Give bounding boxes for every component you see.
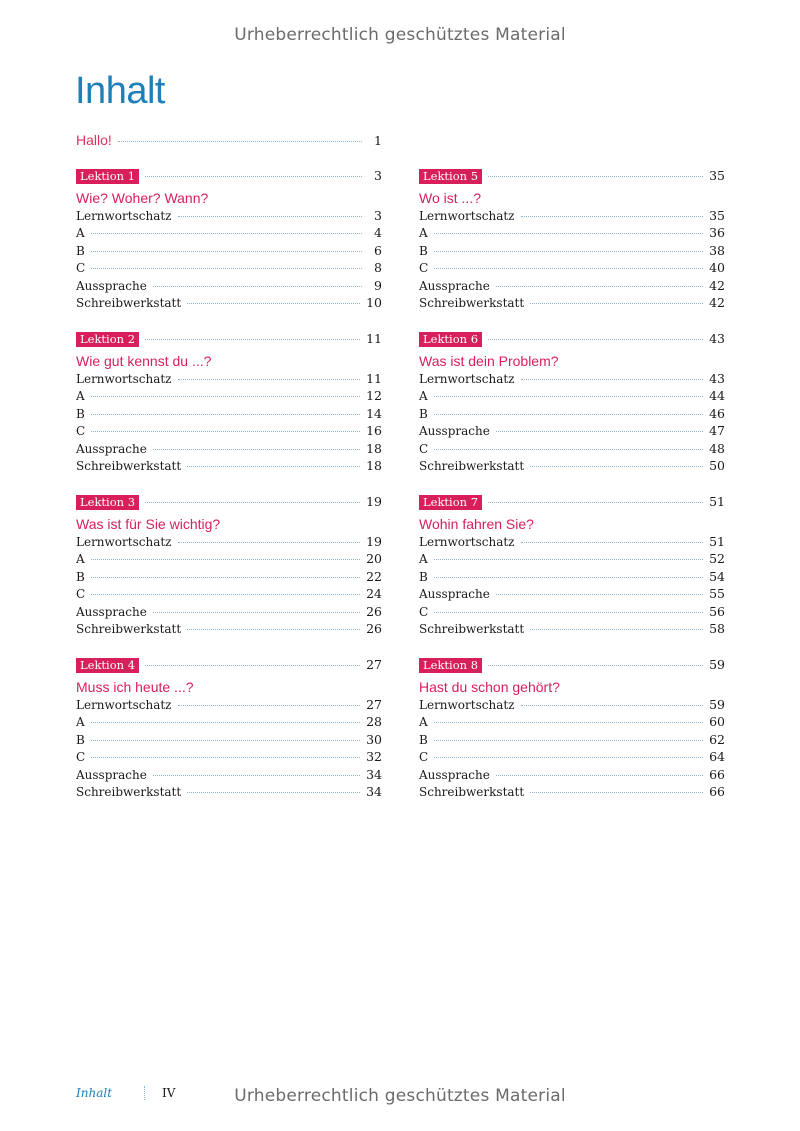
page-number: 50: [709, 457, 725, 473]
lesson-block: [419, 331, 725, 494]
lesson-badge: Lektion 6: [419, 332, 482, 347]
lesson-title[interactable]: Hast du schon gehört?: [419, 679, 560, 695]
toc-row[interactable]: [419, 371, 725, 388]
watermark-top: Urheberrechtlich geschütztes Material: [234, 25, 566, 45]
page-number: 36: [709, 225, 725, 241]
lesson-heading[interactable]: [76, 168, 382, 186]
page-number: 42: [709, 277, 725, 293]
row-label: Aussprache: [419, 767, 490, 782]
page-number: 10: [366, 294, 382, 310]
lesson-badge: Lektion 1: [76, 169, 139, 184]
dot-leader: [488, 665, 703, 666]
row-label: C: [419, 604, 429, 619]
page-number: 35: [709, 208, 725, 223]
row-label: Lernwortschatz: [419, 209, 515, 223]
dot-leader: [434, 559, 703, 560]
page-number: 51: [709, 494, 725, 509]
page-number: 18: [366, 440, 382, 456]
lesson-block: [76, 494, 382, 657]
dot-leader: [91, 233, 362, 234]
toc-row[interactable]: [419, 295, 725, 312]
page-number: 62: [709, 731, 725, 747]
page-number: 6: [374, 242, 382, 258]
page-number: 52: [709, 551, 725, 567]
dot-leader: [496, 594, 703, 595]
page-number: 26: [366, 603, 382, 619]
dot-leader: [530, 792, 703, 793]
dot-leader: [521, 705, 704, 706]
page-number: 58: [709, 620, 725, 636]
toc-row[interactable]: [419, 749, 725, 766]
page-number: 46: [709, 405, 725, 421]
toc-row[interactable]: [76, 749, 382, 766]
lesson-heading[interactable]: [419, 168, 725, 186]
dot-leader: [530, 629, 703, 630]
page-number: 60: [709, 714, 725, 730]
row-label: A: [419, 226, 428, 241]
page-number: 27: [366, 697, 382, 712]
page-number: 22: [366, 568, 382, 584]
dot-leader: [496, 286, 703, 287]
page-number: 12: [366, 388, 382, 404]
toc-row[interactable]: [419, 604, 725, 621]
dot-leader: [521, 379, 704, 380]
page-number: 32: [366, 749, 382, 765]
dot-leader: [91, 396, 360, 397]
page-number: 55: [709, 586, 725, 602]
lesson-title[interactable]: Muss ich heute ...?: [76, 679, 194, 695]
toc-row[interactable]: [76, 406, 382, 423]
page-number: 64: [709, 749, 725, 765]
dot-leader: [91, 722, 360, 723]
row-label: Lernwortschatz: [419, 698, 515, 712]
row-label: A: [419, 552, 428, 567]
toc-row[interactable]: [419, 586, 725, 603]
toc-row[interactable]: [419, 441, 725, 458]
page-number: 43: [709, 371, 725, 386]
dot-leader: [178, 705, 361, 706]
lesson-block: [76, 331, 382, 494]
toc-entry-hallo[interactable]: [76, 132, 382, 150]
dot-leader: [91, 757, 360, 758]
row-label: Schreibwerkstatt: [419, 295, 525, 310]
toc-row[interactable]: [419, 551, 725, 568]
row-label: Schreibwerkstatt: [76, 458, 182, 473]
row-label: Schreibwerkstatt: [76, 295, 182, 310]
dot-leader: [496, 775, 703, 776]
toc-row[interactable]: [76, 441, 382, 458]
lesson-title[interactable]: Was ist für Sie wichtig?: [76, 516, 221, 532]
dot-leader: [145, 176, 362, 177]
toc-row[interactable]: [419, 732, 725, 749]
page-number: 18: [366, 457, 382, 473]
row-label: Aussprache: [419, 587, 490, 602]
row-label: B: [419, 569, 428, 584]
page-number: 30: [366, 731, 382, 747]
row-label: B: [76, 406, 85, 421]
toc-row[interactable]: [76, 621, 382, 638]
page-number: 27: [366, 657, 382, 672]
lesson-title[interactable]: Wie gut kennst du ...?: [76, 353, 212, 369]
dot-leader: [530, 303, 703, 304]
lesson-heading[interactable]: [419, 331, 725, 349]
toc-row[interactable]: [76, 767, 382, 784]
row-label: A: [76, 715, 85, 730]
toc-row[interactable]: [419, 784, 725, 801]
page-number: 3: [374, 168, 382, 183]
page-number: 34: [366, 783, 382, 799]
dot-leader: [434, 414, 703, 415]
page-number: 59: [709, 697, 725, 712]
dot-leader: [187, 629, 360, 630]
lesson-block: [419, 168, 725, 331]
row-label: B: [419, 406, 428, 421]
row-label: Aussprache: [419, 424, 490, 439]
row-label: Aussprache: [76, 278, 147, 293]
dot-leader: [187, 303, 360, 304]
row-label: Aussprache: [76, 767, 147, 782]
row-label: C: [76, 587, 86, 602]
row-label: Schreibwerkstatt: [76, 784, 182, 799]
toc-row[interactable]: [76, 371, 382, 388]
page-number: 20: [366, 551, 382, 567]
page-number: 44: [709, 388, 725, 404]
row-label: B: [76, 569, 85, 584]
toc-row[interactable]: [76, 295, 382, 312]
page-number: 48: [709, 440, 725, 456]
dot-leader: [91, 577, 360, 578]
toc-row[interactable]: [419, 278, 725, 295]
dot-leader: [521, 216, 704, 217]
page-number: 9: [374, 277, 382, 293]
toc-row[interactable]: [76, 784, 382, 801]
toc-row[interactable]: [76, 569, 382, 586]
dot-leader: [91, 594, 360, 595]
toc-row[interactable]: [76, 732, 382, 749]
page-number: 40: [709, 260, 725, 276]
lesson-block: [419, 657, 725, 820]
footer-page-number: IV: [162, 1086, 176, 1100]
toc-column-left: [76, 168, 382, 820]
row-label: B: [419, 243, 428, 258]
toc-row[interactable]: [76, 388, 382, 405]
dot-leader: [496, 431, 703, 432]
toc-row[interactable]: [76, 714, 382, 731]
dot-leader: [434, 396, 703, 397]
page-number: 66: [709, 783, 725, 799]
row-label: Lernwortschatz: [419, 372, 515, 386]
dot-leader: [488, 339, 703, 340]
dot-leader: [91, 251, 362, 252]
dot-leader: [145, 502, 360, 503]
toc-row[interactable]: [419, 260, 725, 277]
hallo-label: Hallo!: [76, 132, 112, 148]
toc-row[interactable]: [419, 697, 725, 714]
lesson-heading[interactable]: [419, 494, 725, 512]
page-number: 19: [366, 494, 382, 509]
dot-leader: [434, 251, 703, 252]
row-label: Lernwortschatz: [76, 209, 172, 223]
dot-leader: [187, 466, 360, 467]
page-number: 43: [709, 331, 725, 346]
page-number: 56: [709, 603, 725, 619]
toc-row[interactable]: [76, 551, 382, 568]
dot-leader: [187, 792, 360, 793]
dot-leader: [434, 612, 703, 613]
page-number: 54: [709, 568, 725, 584]
toc-row[interactable]: [76, 260, 382, 277]
toc-row[interactable]: [76, 604, 382, 621]
toc-row[interactable]: [419, 569, 725, 586]
lesson-heading[interactable]: [76, 657, 382, 675]
dot-leader: [91, 414, 360, 415]
page-number: 16: [366, 423, 382, 439]
lesson-badge: Lektion 5: [419, 169, 482, 184]
dot-leader: [521, 542, 704, 543]
row-label: Aussprache: [76, 441, 147, 456]
toc-row[interactable]: [419, 243, 725, 260]
dot-leader: [153, 775, 360, 776]
page-number: 42: [709, 294, 725, 310]
page-number: 11: [366, 371, 382, 386]
dot-leader: [91, 559, 360, 560]
page-number: 3: [374, 208, 382, 223]
lesson-badge: Lektion 2: [76, 332, 139, 347]
dot-leader: [153, 286, 362, 287]
page-number: 47: [709, 423, 725, 439]
toc-row[interactable]: [76, 458, 382, 475]
row-label: C: [76, 750, 86, 765]
page-number: 4: [374, 225, 382, 241]
watermark-bottom: Urheberrechtlich geschütztes Material: [234, 1086, 566, 1106]
dot-leader: [91, 268, 362, 269]
row-label: Lernwortschatz: [76, 372, 172, 386]
page-number: 11: [366, 331, 382, 346]
toc-row[interactable]: [76, 225, 382, 242]
row-label: Lernwortschatz: [76, 698, 172, 712]
row-label: B: [76, 243, 85, 258]
lesson-badge: Lektion 7: [419, 495, 482, 510]
toc-row[interactable]: [76, 243, 382, 260]
row-label: Schreibwerkstatt: [419, 784, 525, 799]
page-number: 14: [366, 405, 382, 421]
dot-leader: [118, 141, 362, 142]
dot-leader: [434, 740, 703, 741]
row-label: Aussprache: [419, 278, 490, 293]
lesson-heading[interactable]: [76, 494, 382, 512]
page-number: 1: [374, 133, 382, 148]
page-number: 24: [366, 586, 382, 602]
dot-leader: [91, 740, 360, 741]
page-number: 26: [366, 620, 382, 636]
dot-leader: [434, 268, 703, 269]
lesson-title[interactable]: Wie? Woher? Wann?: [76, 190, 209, 206]
toc-row[interactable]: [419, 388, 725, 405]
row-label: C: [76, 424, 86, 439]
row-label: Schreibwerkstatt: [419, 458, 525, 473]
row-label: C: [419, 441, 429, 456]
toc-row[interactable]: [419, 534, 725, 551]
row-label: Aussprache: [76, 604, 147, 619]
lesson-badge: Lektion 3: [76, 495, 139, 510]
dot-leader: [434, 757, 703, 758]
lesson-heading[interactable]: [419, 657, 725, 675]
page-number: 8: [374, 260, 382, 276]
dot-leader: [153, 612, 360, 613]
toc-column-right: [419, 168, 725, 820]
dot-leader: [178, 379, 361, 380]
page-number: 38: [709, 242, 725, 258]
toc-row[interactable]: [76, 586, 382, 603]
page-number: 59: [709, 657, 725, 672]
toc-row[interactable]: [419, 406, 725, 423]
lesson-title[interactable]: Wohin fahren Sie?: [419, 516, 534, 532]
row-label: A: [76, 226, 85, 241]
dot-leader: [178, 216, 363, 217]
dot-leader: [488, 502, 703, 503]
row-label: Schreibwerkstatt: [76, 621, 182, 636]
dot-leader: [434, 233, 703, 234]
row-label: A: [76, 389, 85, 404]
toc-row[interactable]: [76, 697, 382, 714]
toc-row[interactable]: [419, 767, 725, 784]
page-number: 51: [709, 534, 725, 549]
toc-row[interactable]: [419, 621, 725, 638]
page-number: 19: [366, 534, 382, 549]
row-label: Lernwortschatz: [76, 535, 172, 549]
toc-row[interactable]: [419, 458, 725, 475]
dot-leader: [153, 449, 360, 450]
toc-row[interactable]: [76, 278, 382, 295]
row-label: Schreibwerkstatt: [419, 621, 525, 636]
row-label: A: [76, 552, 85, 567]
toc-row[interactable]: [76, 534, 382, 551]
dot-leader: [530, 466, 703, 467]
dot-leader: [178, 542, 361, 543]
dot-leader: [91, 431, 360, 432]
dot-leader: [434, 449, 703, 450]
row-label: C: [76, 261, 86, 276]
page-number: 28: [366, 714, 382, 730]
toc-row[interactable]: [76, 423, 382, 440]
lesson-block: [76, 657, 382, 820]
row-label: B: [76, 732, 85, 747]
page-title: Inhalt: [75, 70, 165, 112]
row-label: C: [419, 750, 429, 765]
lesson-badge: Lektion 4: [76, 658, 139, 673]
lesson-block: [76, 168, 382, 331]
row-label: B: [419, 732, 428, 747]
dot-leader: [434, 722, 703, 723]
toc-row[interactable]: [419, 423, 725, 440]
page-number: 66: [709, 766, 725, 782]
row-label: A: [419, 715, 428, 730]
page-number: 35: [709, 168, 725, 183]
row-label: Lernwortschatz: [419, 535, 515, 549]
lesson-badge: Lektion 8: [419, 658, 482, 673]
toc-row[interactable]: [76, 208, 382, 225]
page-number: 34: [366, 766, 382, 782]
toc-row[interactable]: [419, 208, 725, 225]
dot-leader: [145, 339, 360, 340]
dot-leader: [488, 176, 703, 177]
row-label: A: [419, 389, 428, 404]
lesson-block: [419, 494, 725, 657]
footer-section-label: Inhalt: [76, 1086, 113, 1100]
toc-row[interactable]: [419, 225, 725, 242]
dot-leader: [434, 577, 703, 578]
lesson-title[interactable]: Was ist dein Problem?: [419, 353, 559, 369]
row-label: C: [419, 261, 429, 276]
lesson-heading[interactable]: [76, 331, 382, 349]
toc-row[interactable]: [419, 714, 725, 731]
dot-leader: [145, 665, 360, 666]
lesson-title[interactable]: Wo ist ...?: [419, 190, 481, 206]
